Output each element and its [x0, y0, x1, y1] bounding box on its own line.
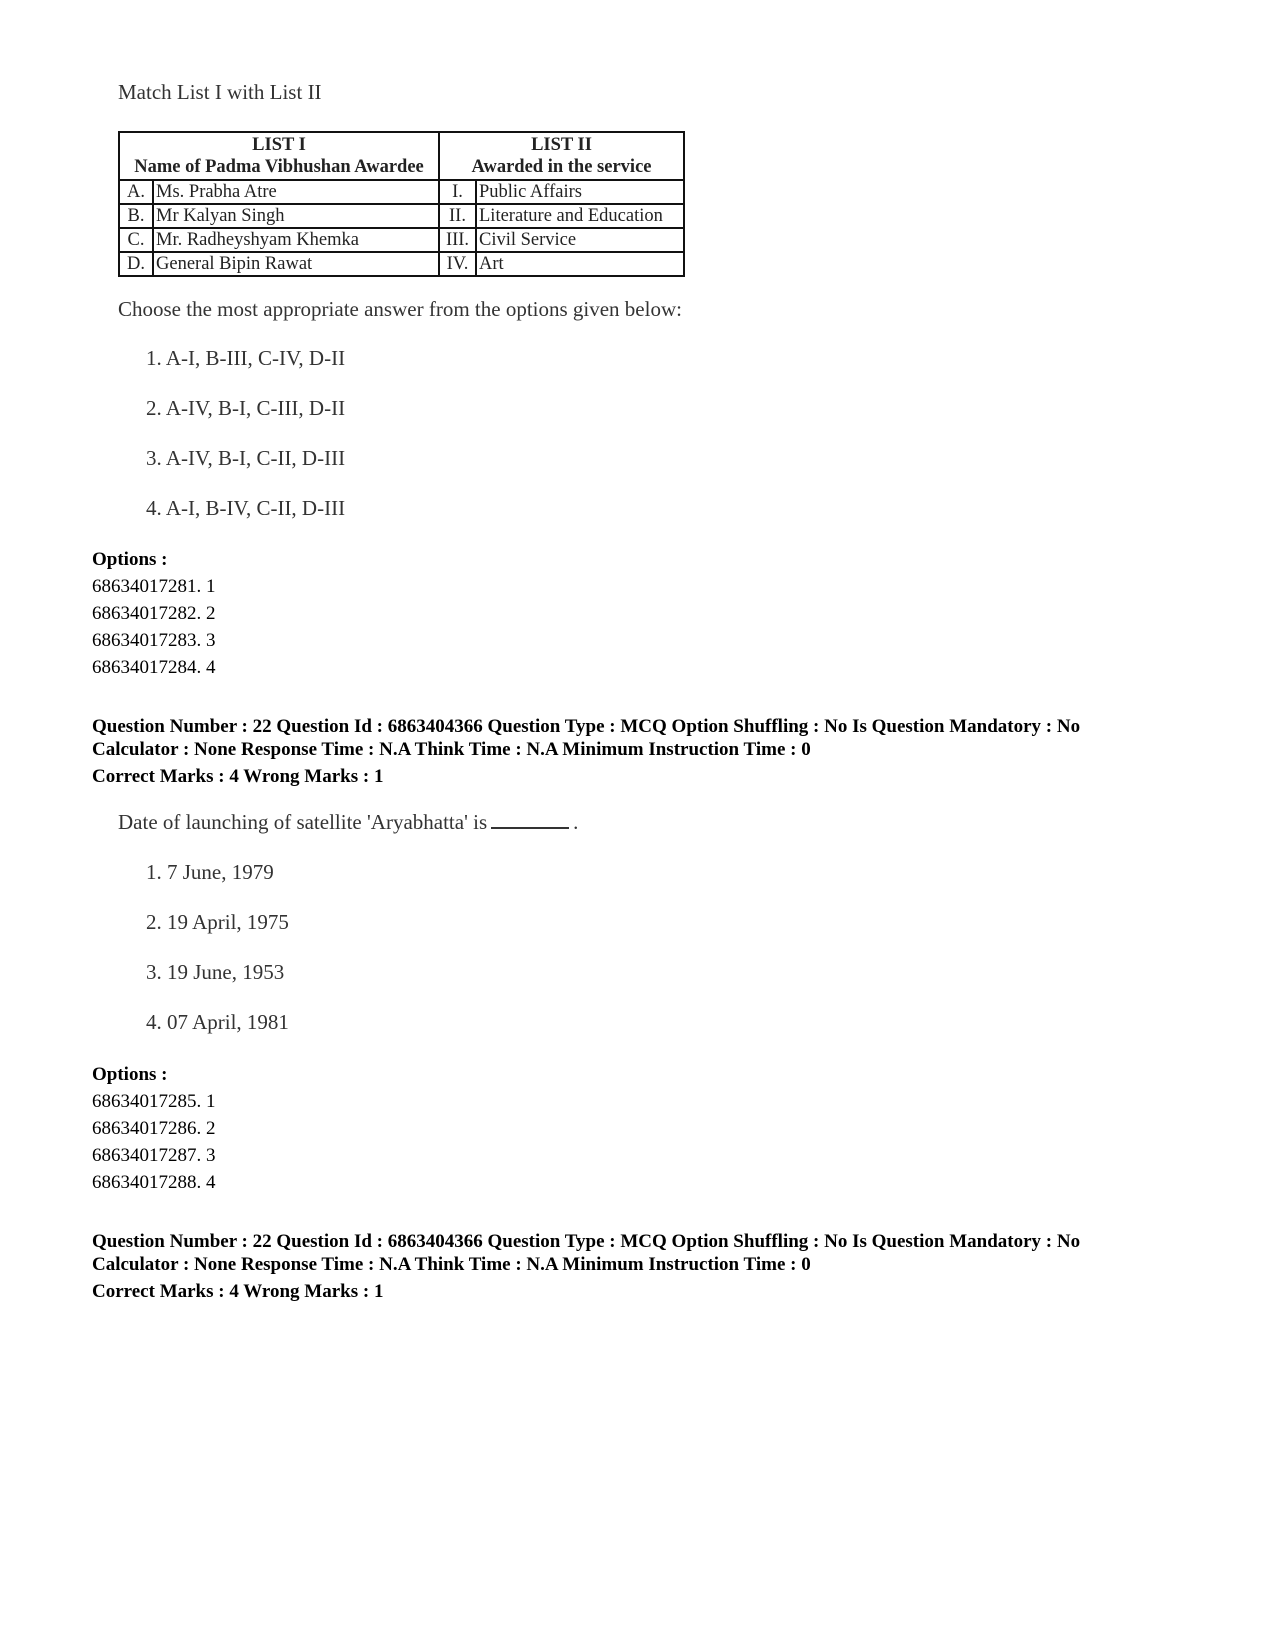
answer-choice: 1. A-I, B-III, C-IV, D-II — [146, 346, 346, 370]
awardee-name: General Bipin Rawat — [153, 252, 439, 276]
answer-choice: 3. 19 June, 1953 — [146, 960, 285, 984]
list1-subtitle: Name of Padma Vibhushan Awardee — [134, 157, 424, 177]
awardee-name: Mr Kalyan Singh — [153, 204, 439, 228]
question-prompt — [118, 810, 578, 835]
service-name: Art — [476, 252, 684, 276]
options-label: Options : — [92, 1064, 168, 1085]
table-row — [119, 252, 684, 276]
service-name: Civil Service — [476, 228, 684, 252]
table-row — [119, 204, 684, 228]
question-instruction: Choose the most appropriate answer from the options given below: — [118, 297, 682, 321]
row-label-list1: C. — [119, 228, 153, 252]
service-name: Literature and Education — [476, 204, 684, 228]
question-marks-line: Correct Marks : 4 Wrong Marks : 1 — [92, 1281, 384, 1302]
question-header-line: Calculator : None Response Time : N.A Think Time : N.A Minimum Instruction Time : 0 — [92, 1254, 811, 1275]
question-marks-line: Correct Marks : 4 Wrong Marks : 1 — [92, 766, 384, 787]
option-id: 68634017287. 3 — [92, 1145, 216, 1166]
list2-header — [439, 132, 684, 180]
table-row — [119, 228, 684, 252]
table-row — [119, 180, 684, 204]
row-label-list2: I. — [439, 180, 476, 204]
answer-choice: 3. A-IV, B-I, C-II, D-III — [146, 446, 346, 470]
question-prompt-text: Date of launching of satellite 'Aryabhatta' is — [118, 810, 488, 834]
option-id: 68634017283. 3 — [92, 630, 216, 651]
row-label-list1: B. — [119, 204, 153, 228]
awardee-name: Ms. Prabha Atre — [153, 180, 439, 204]
option-id: 68634017286. 2 — [92, 1118, 216, 1139]
answer-choice: 2. 19 April, 1975 — [146, 910, 289, 934]
list1-header — [119, 132, 439, 180]
question-header-line: Question Number : 22 Question Id : 6863404366 Question Type : MCQ Option Shuffling : No Is Question Mandatory : No — [92, 716, 1081, 737]
list2-title: LIST II — [531, 135, 592, 155]
question-prompt-end: . — [573, 810, 579, 834]
question-header-line: Calculator : None Response Time : N.A Think Time : N.A Minimum Instruction Time : 0 — [92, 739, 811, 760]
answer-blank — [491, 826, 569, 829]
table-header-row — [119, 132, 684, 180]
row-label-list1: A. — [119, 180, 153, 204]
option-id: 68634017288. 4 — [92, 1172, 216, 1193]
option-id: 68634017282. 2 — [92, 603, 216, 624]
option-id: 68634017285. 1 — [92, 1091, 216, 1112]
row-label-list2: III. — [439, 228, 476, 252]
option-id: 68634017281. 1 — [92, 576, 216, 597]
question-header-line: Question Number : 22 Question Id : 6863404366 Question Type : MCQ Option Shuffling : No Is Question Mandatory : No — [92, 1231, 1081, 1252]
list2-subtitle: Awarded in the service — [471, 157, 652, 177]
row-label-list2: II. — [439, 204, 476, 228]
answer-choice: 4. A-I, B-IV, C-II, D-III — [146, 496, 346, 520]
list1-title: LIST I — [252, 135, 306, 155]
match-table — [118, 131, 685, 277]
answer-choice: 1. 7 June, 1979 — [146, 860, 274, 884]
service-name: Public Affairs — [476, 180, 684, 204]
options-label: Options : — [92, 549, 168, 570]
answer-choice: 2. A-IV, B-I, C-III, D-II — [146, 396, 346, 420]
answer-choice: 4. 07 April, 1981 — [146, 1010, 289, 1034]
option-id: 68634017284. 4 — [92, 657, 216, 678]
awardee-name: Mr. Radheyshyam Khemka — [153, 228, 439, 252]
row-label-list2: IV. — [439, 252, 476, 276]
question-prompt: Match List I with List II — [118, 80, 322, 104]
row-label-list1: D. — [119, 252, 153, 276]
